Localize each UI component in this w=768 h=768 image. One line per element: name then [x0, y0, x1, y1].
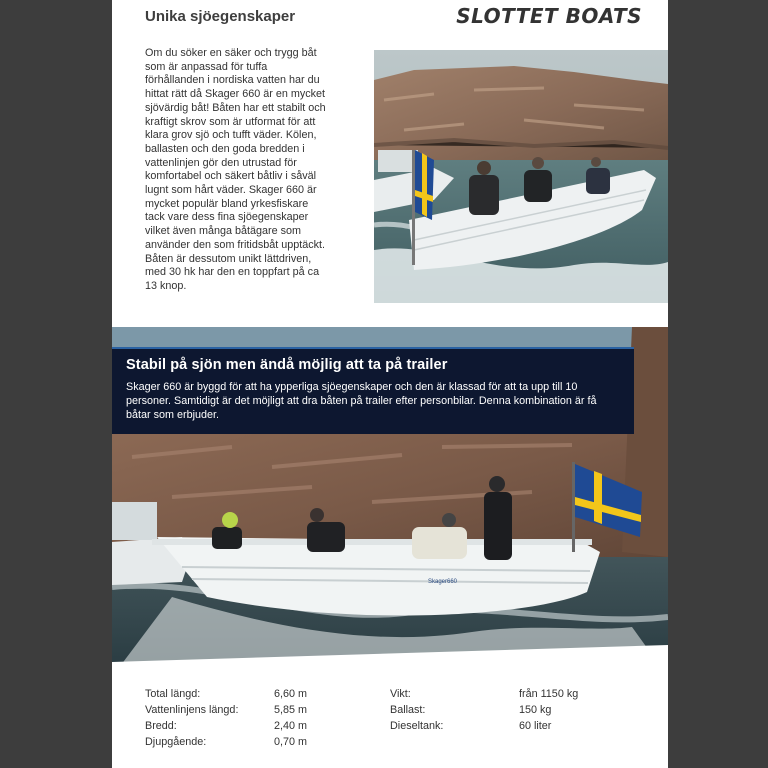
spec-row	[145, 736, 645, 751]
trailer-text: Skager 660 är byggd för att ha ypperliga sjöegenskaper och den är klassad för att ta upp till 10 personer. Samtidigt är det möjligt att dra båten på trailer efter personbilar. Denna kombination är få båtar som erbjuder.	[126, 381, 597, 421]
spec-value: 60 liter	[519, 720, 552, 732]
spec-value: 0,70 m	[274, 736, 308, 748]
brand-logo: SLOTTET BOATS	[456, 4, 642, 28]
trailer-title: Stabil på sjön men ändå möjlig att ta på trailer	[126, 357, 448, 373]
spec-label: Vattenlinjens längd:	[145, 704, 239, 716]
spec-label: Ballast:	[390, 704, 426, 716]
section-heading: Unika sjöegenskaper	[145, 8, 296, 25]
brochure-page	[112, 0, 668, 768]
spec-label: Vikt:	[390, 688, 411, 700]
spec-row	[145, 720, 645, 735]
hull-label: Skager660	[428, 579, 458, 585]
spec-label: Bredd:	[145, 720, 177, 732]
spec-value: 150 kg	[519, 704, 552, 716]
intro-paragraph: Om du söker en säker och trygg båt som är anpassad för tuffa förhållanden i nordiska vatten har du hittat rätt då Skager 660 är en mycket sjövärdig båt! Båten har ett stabilt och kraftigt skrov som är utformat för att klara grov sjö och tufft väder. Kölen, ballasten och den goda bredden i vattenlinjen gör den utrustad för komfortabel och säkert båtliv i såväl lugnt som hårt väder. Skager 660 är mycket populär bland yrkesfiskare tack vare dess fina sjöegenskaper vilket även många båtägare som använder den som fritidsbåt upptäckt. Båten är dessutom unikt lättdriven, med 30 hk har den en toppfart på ca 13 knop.	[145, 47, 326, 292]
spec-label: Total längd:	[145, 688, 201, 700]
spec-value: 6,60 m	[274, 688, 308, 700]
spec-label: Djupgående:	[145, 736, 207, 748]
spec-row	[145, 704, 645, 719]
spec-value: 5,85 m	[274, 704, 308, 716]
spec-value: 2,40 m	[274, 720, 308, 732]
spec-value: från 1150 kg	[519, 688, 579, 700]
spec-row	[145, 688, 645, 703]
trailer-info-box	[112, 347, 634, 434]
spec-label: Dieseltank:	[390, 720, 444, 732]
boat-photo-top	[374, 50, 668, 303]
